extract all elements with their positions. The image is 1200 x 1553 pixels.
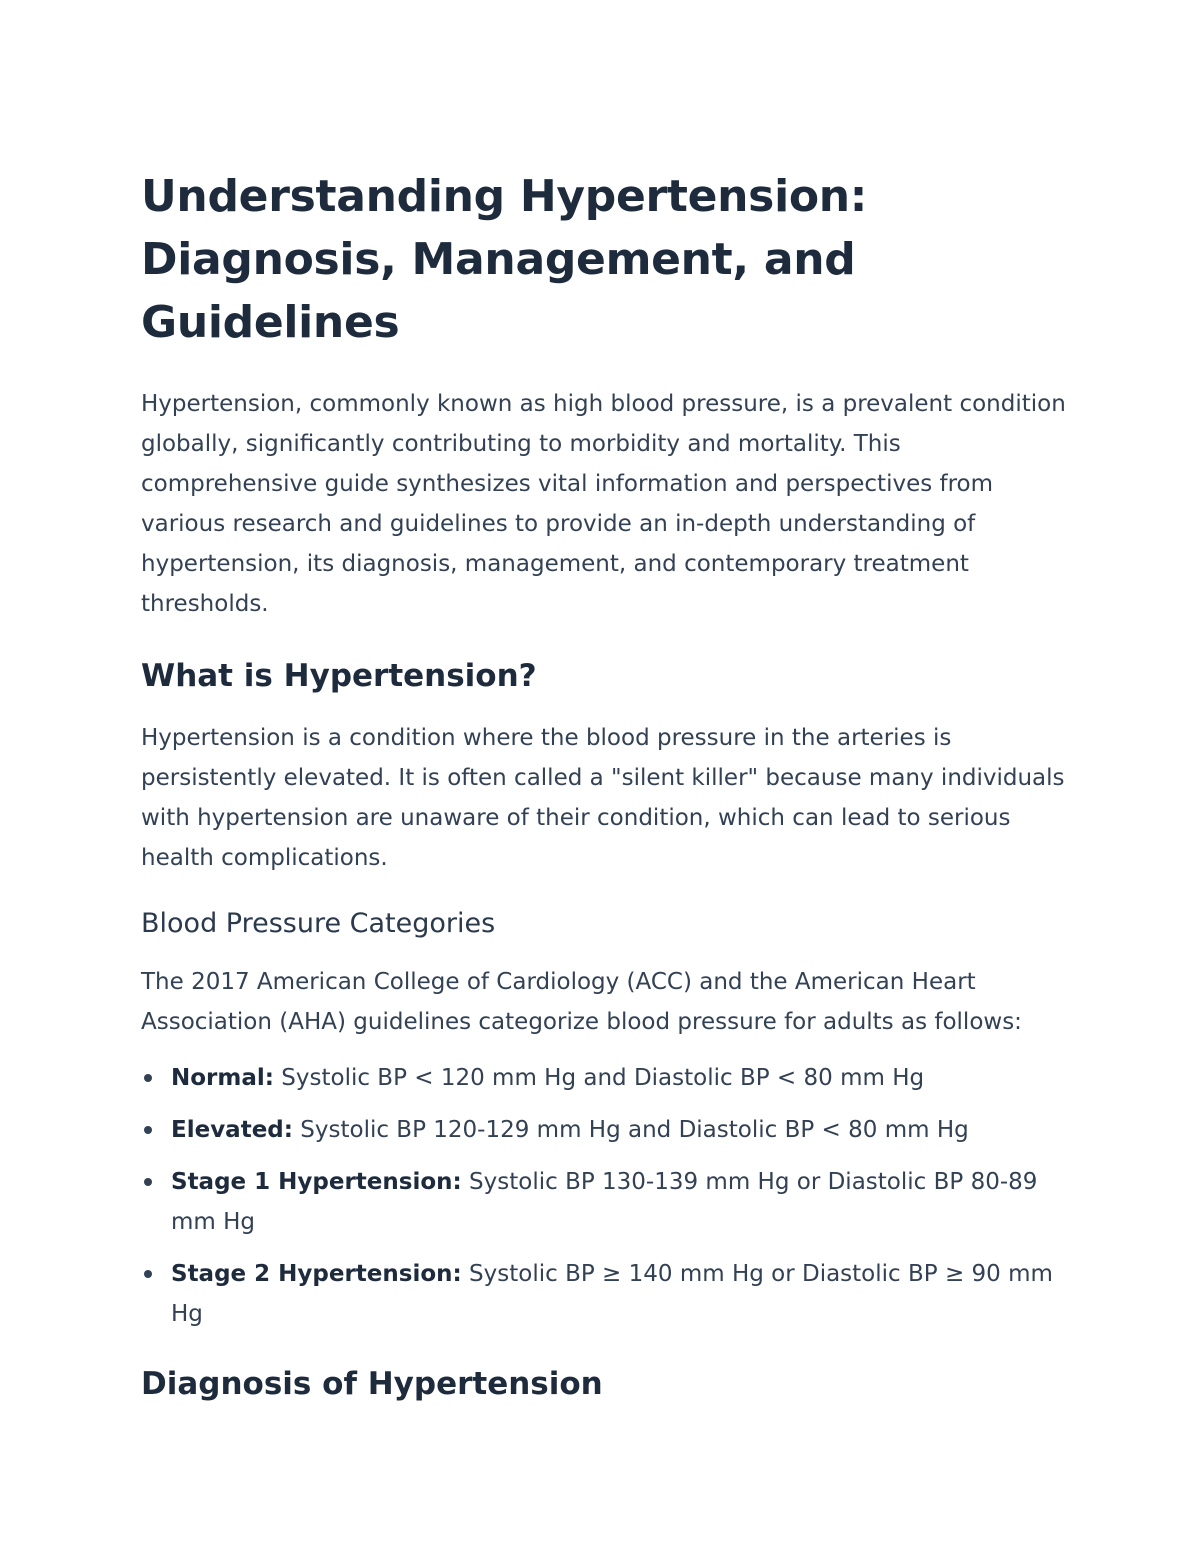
- bullet-icon: [144, 1126, 152, 1134]
- intro-paragraph: Hypertension, commonly known as high blood pressure, is a prevalent condition globally, significantly contributing to morbidity and mortality. This comprehensive guide synthesizes vital information and perspectives from various research and guidelines to provide an in-depth understanding of hypertension, its diagnosis, management, and contemporary treatment thresholds.: [141, 391, 1066, 617]
- document-title-line-1: Understanding Hypertension:: [141, 171, 868, 222]
- bp-category-term: Normal:: [171, 1065, 274, 1091]
- bullet-icon: [144, 1178, 152, 1186]
- bp-category-term: Stage 2 Hypertension:: [171, 1261, 462, 1287]
- document-page: [141, 165, 1066, 1406]
- bp-category-list: [141, 1058, 1066, 1334]
- bp-category-term: Stage 1 Hypertension:: [171, 1169, 462, 1195]
- bp-category-description: Systolic BP < 120 mm Hg and Diastolic BP < 80 mm Hg: [273, 1065, 925, 1091]
- section-heading-diagnosis: Diagnosis of Hypertension: [141, 1366, 603, 1402]
- list-item: [141, 1162, 1066, 1242]
- list-item: [141, 1058, 1066, 1098]
- bullet-icon: [144, 1270, 152, 1278]
- list-item: [141, 1254, 1066, 1334]
- bp-category-description: Systolic BP ≥ 140 mm Hg or Diastolic BP ≥ 90 mm Hg: [171, 1261, 1053, 1327]
- categories-intro-paragraph: The 2017 American College of Cardiology (ACC) and the American Heart Association (AHA) guidelines categorize blood pressure for adults as follows:: [141, 969, 1022, 1035]
- document-title-line-2: Diagnosis, Management, and Guidelines: [141, 234, 856, 348]
- what-is-hypertension-paragraph: Hypertension is a condition where the blood pressure in the arteries is persistently elevated. It is often called a "silent killer" because many individuals with hypertension are unaware of their condition, which can lead to serious health complications.: [141, 725, 1065, 871]
- subsection-heading-blood-pressure-categories: Blood Pressure Categories: [141, 908, 496, 939]
- document-title: [141, 165, 1066, 354]
- bullet-icon: [144, 1074, 152, 1082]
- section-heading-what-is-hypertension: What is Hypertension?: [141, 658, 537, 694]
- bp-category-description: Systolic BP 130-139 mm Hg or Diastolic BP 80-89 mm Hg: [171, 1169, 1038, 1235]
- bp-category-description: Systolic BP 120-129 mm Hg and Diastolic BP < 80 mm Hg: [292, 1117, 969, 1143]
- bp-category-term: Elevated:: [171, 1117, 293, 1143]
- list-item: [141, 1110, 1066, 1150]
